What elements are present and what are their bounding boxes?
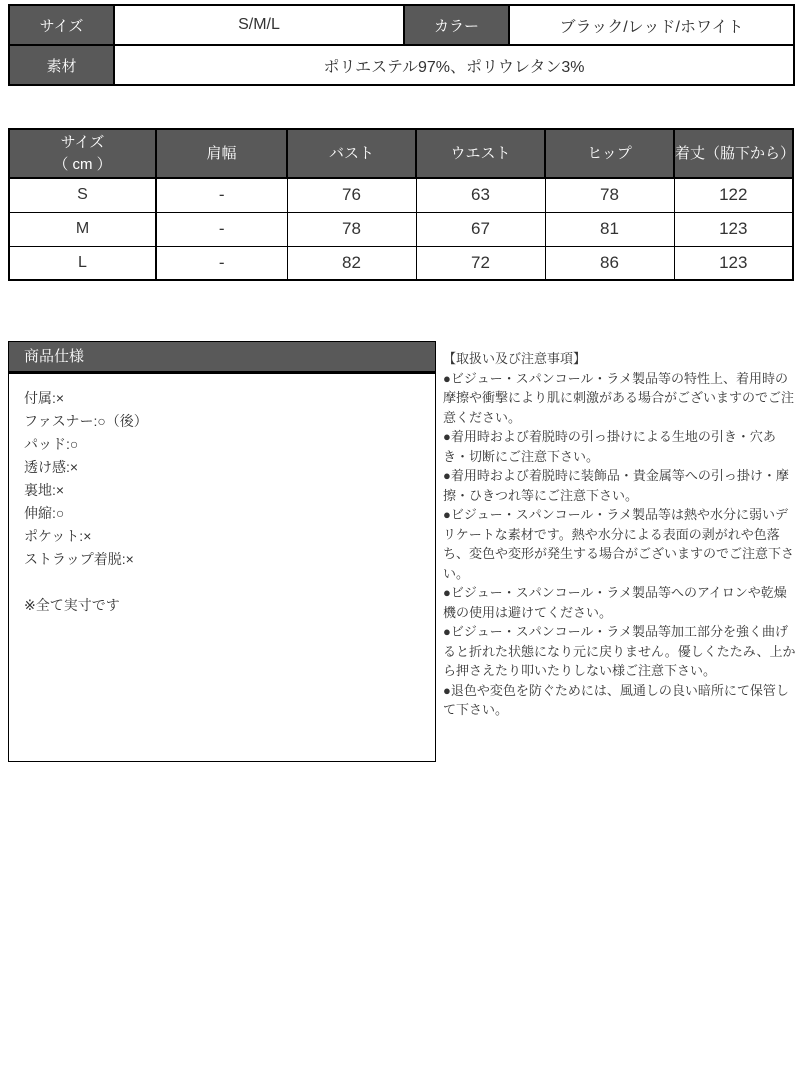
spec-item-stretch: 伸縮:○: [24, 505, 65, 521]
spec-measurement-note: ※全て実寸です: [24, 597, 120, 613]
info-row-material: [9, 45, 794, 85]
cell-length: 123: [674, 246, 793, 280]
material-value-cell: ポリエステル97%、ポリウレタン3%: [114, 45, 794, 85]
cell-waist: 67: [416, 212, 545, 246]
cell-waist: 72: [416, 246, 545, 280]
cell-bust: 76: [287, 178, 416, 212]
spec-item-sheerness: 透け感:×: [24, 459, 79, 475]
cell-hip: 78: [545, 178, 674, 212]
cell-size: L: [9, 246, 156, 280]
precaution-item: ●退色や変色を防ぐためには、風通しの良い暗所にて保管して下さい。: [443, 682, 789, 717]
cell-shoulder: -: [156, 178, 287, 212]
size-chart-header-row: [9, 129, 793, 178]
col-header-size: [9, 129, 156, 178]
spec-box-title: 商品仕様: [8, 341, 436, 374]
size-chart-row-l: [9, 246, 793, 280]
size-header-line2: （ cm ）: [53, 155, 112, 173]
spec-item-strap: ストラップ着脱:×: [24, 551, 134, 567]
color-label-cell: カラー: [404, 5, 509, 45]
spec-item-fastener: ファスナー:○（後）: [24, 413, 148, 429]
cell-waist: 63: [416, 178, 545, 212]
size-header-line1: サイズ: [60, 133, 105, 151]
precaution-item: ●着用時および着脱時の引っ掛けによる生地の引き・穴あき・切断にご注意下さい。: [443, 429, 776, 464]
color-value-cell: ブラック/レッド/ホワイト: [509, 5, 794, 45]
precaution-item: ●ビジュー・スパンコール・ラメ製品等の特性上、着用時の摩擦や衝撃により肌に刺激がある場合がございますのでご注意ください。: [443, 370, 795, 425]
handling-precautions: [443, 349, 797, 720]
spec-item-pocket: ポケット:×: [24, 528, 92, 544]
size-chart-row-s: [9, 178, 793, 212]
size-value-cell: S/M/L: [114, 5, 404, 45]
cell-size: S: [9, 178, 156, 212]
cell-size: M: [9, 212, 156, 246]
size-chart-table: [8, 128, 794, 281]
cell-hip: 81: [545, 212, 674, 246]
size-chart-row-m: [9, 212, 793, 246]
precaution-item: ●ビジュー・スパンコール・ラメ製品等へのアイロンや乾燥機の使用は避けてください。: [443, 585, 787, 620]
spec-box-body: [8, 374, 436, 762]
precautions-title: 【取扱い及び注意事項】: [443, 351, 587, 366]
precaution-item: ●ビジュー・スパンコール・ラメ製品等加工部分を強く曲げると折れた状態になり元に戻りません。優しくたたみ、上から押さえたり叩いたりしない様ご注意下さい。: [443, 624, 796, 678]
spec-item-pad: パッド:○: [24, 436, 79, 452]
precaution-item: ●着用時および着脱時に装飾品・貴金属等への引っ掛け・摩擦・ひきつれ等にご注意下さい。: [443, 468, 789, 503]
cell-bust: 78: [287, 212, 416, 246]
material-label-cell: 素材: [9, 45, 114, 85]
cell-hip: 86: [545, 246, 674, 280]
precaution-item: ●ビジュー・スパンコール・ラメ製品等は熱や水分に弱いデリケートな素材です。熱や水分による表面の剥がれや色落ち、変色や変形が発生する場合がございますのでご注意下さい。: [443, 507, 795, 581]
cell-bust: 82: [287, 246, 416, 280]
spec-item-lining: 裏地:×: [24, 482, 65, 498]
cell-length: 122: [674, 178, 793, 212]
size-label-cell: サイズ: [9, 5, 114, 45]
col-header-bust: バスト: [287, 129, 416, 178]
product-spec-box: [8, 341, 436, 762]
cell-shoulder: -: [156, 212, 287, 246]
col-header-length: 着丈（脇下から）: [674, 129, 793, 178]
cell-length: 123: [674, 212, 793, 246]
product-info-table: [8, 4, 795, 86]
spec-item-accessories: 付属:×: [24, 390, 65, 406]
cell-shoulder: -: [156, 246, 287, 280]
col-header-hip: ヒップ: [545, 129, 674, 178]
col-header-waist: ウエスト: [416, 129, 545, 178]
info-row-size-color: [9, 5, 794, 45]
col-header-shoulder: 肩幅: [156, 129, 287, 178]
